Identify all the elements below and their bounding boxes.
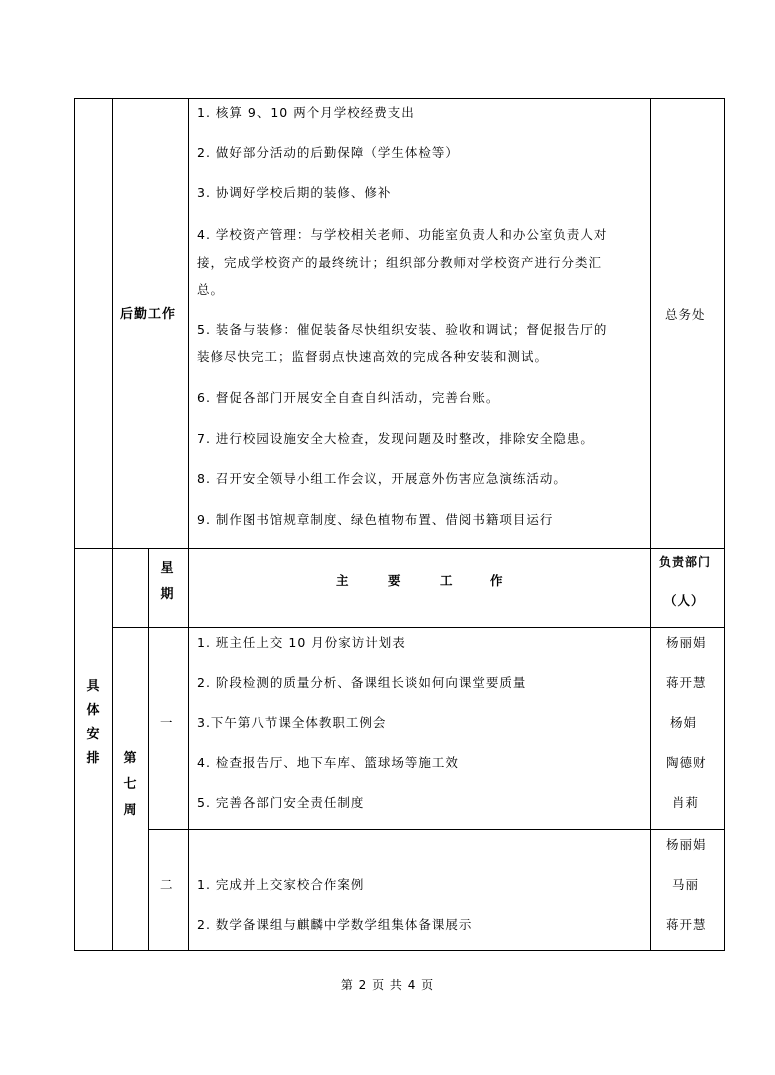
col-divider-2 xyxy=(148,548,149,951)
section-label-char: 体 xyxy=(86,703,100,718)
day-task: 3.下午第八节课全体教职工例会 xyxy=(197,715,387,730)
page-footer: 第 2 页 共 4 页 xyxy=(340,978,435,992)
logistics-item: 装修尽快完工；监督弱点快速高效的完成各种安装和测试。 xyxy=(197,349,549,364)
header-work-char: 主 xyxy=(336,573,350,588)
col-divider-4 xyxy=(650,98,651,951)
logistics-item: 5. 装备与装修：催促装备尽快组织安装、验收和调试；督促报告厅的 xyxy=(197,322,608,337)
logistics-item: 4. 学校资产管理：与学校相关老师、功能室负责人和办公室负责人对 xyxy=(197,227,608,242)
logistics-item: 7. 进行校园设施安全大检查，发现问题及时整改，排除安全隐患。 xyxy=(197,431,594,446)
header-work-char: 作 xyxy=(490,573,504,588)
logistics-item: 3. 协调好学校后期的装修、修补 xyxy=(197,185,392,200)
header-work-char: 要 xyxy=(388,573,402,588)
section-label-char: 排 xyxy=(86,751,100,766)
row-divider-logistics xyxy=(74,548,725,549)
day-task: 2. 阶段检测的质量分析、备课组长谈如何向课堂要质量 xyxy=(197,675,527,690)
header-dept-label: 负责部门 xyxy=(659,555,712,569)
table-right-border xyxy=(724,98,725,951)
header-work-char: 工 xyxy=(440,573,454,588)
day-task: 5. 完善各部门安全责任制度 xyxy=(197,795,365,810)
header-row-divider xyxy=(112,627,725,628)
day-task: 2. 数学备课组与麒麟中学数学组集体备课展示 xyxy=(197,917,473,932)
responsible-person: 杨丽娟 xyxy=(666,635,707,650)
table-bottom-border xyxy=(74,950,725,951)
logistics-item: 接，完成学校资产的最终统计；组织部分教师对学校资产进行分类汇 xyxy=(197,255,603,270)
day-row-divider xyxy=(148,829,725,830)
responsible-person: 蒋开慧 xyxy=(666,917,707,932)
logistics-category-label: 后勤工作 xyxy=(120,307,177,322)
col-divider-1 xyxy=(112,98,113,951)
logistics-item: 8. 召开安全领导小组工作会议，开展意外伤害应急演练活动。 xyxy=(197,471,567,486)
table-left-border xyxy=(74,98,75,951)
day-label: 一 xyxy=(160,715,174,730)
responsible-person: 蒋开慧 xyxy=(666,675,707,690)
responsible-person: 杨娟 xyxy=(670,715,698,730)
day-task: 1. 完成并上交家校合作案例 xyxy=(197,877,365,892)
day-task: 1. 班主任上交 10 月份家访计划表 xyxy=(197,635,406,650)
logistics-item: 总。 xyxy=(197,282,225,297)
col-divider-3 xyxy=(188,98,189,951)
responsible-person: 肖莉 xyxy=(672,795,700,810)
week-label-char: 七 xyxy=(123,777,137,792)
responsible-person: 杨丽娟 xyxy=(666,837,707,852)
table-top-border xyxy=(74,98,725,99)
section-label-char: 安 xyxy=(86,727,100,742)
week-label-char: 周 xyxy=(123,803,137,818)
header-weekday-char: 期 xyxy=(160,587,174,602)
section-label-char: 具 xyxy=(86,679,100,694)
logistics-item: 9. 制作图书馆规章制度、绿色植物布置、借阅书籍项目运行 xyxy=(197,512,554,527)
logistics-item: 2. 做好部分活动的后勤保障（学生体检等） xyxy=(197,145,459,160)
week-label-char: 第 xyxy=(123,751,137,766)
responsible-person: 陶德财 xyxy=(666,755,707,770)
logistics-item: 1. 核算 9、10 两个月学校经费支出 xyxy=(197,105,415,120)
header-weekday-char: 星 xyxy=(160,561,174,576)
day-label: 二 xyxy=(160,877,174,892)
header-dept-label: （人） xyxy=(664,593,705,608)
logistics-item: 6. 督促各部门开展安全自查自纠活动，完善台账。 xyxy=(197,390,500,405)
responsible-person: 马丽 xyxy=(672,877,700,892)
day-task: 4. 检查报告厅、地下车库、篮球场等施工效 xyxy=(197,755,459,770)
logistics-dept: 总务处 xyxy=(665,307,706,322)
